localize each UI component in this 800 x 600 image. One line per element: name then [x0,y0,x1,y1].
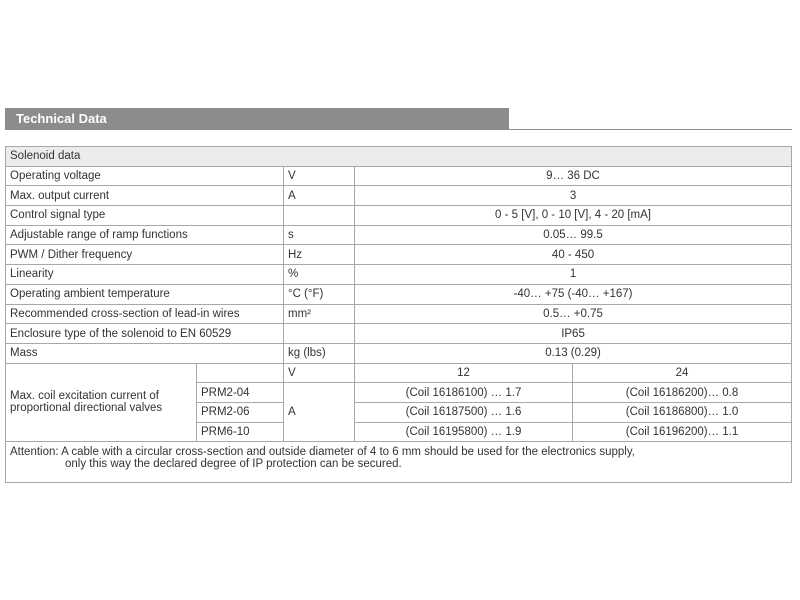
value-cell: IP65 [355,324,792,344]
unit-cell [284,324,355,344]
table-row [6,343,792,363]
coil-24v-value: (Coil 16186200)… 0.8 [573,383,792,403]
param-label: Adjustable range of ramp functions [6,225,284,245]
value-cell: -40… +75 (-40… +167) [355,284,792,304]
note-line-1: Attention: A cable with a circular cross-section and outside diameter of 4 to 6 mm should be used for the electronics supply, [10,446,635,459]
valve-model: PRM2-06 [197,402,284,422]
header-divider [509,129,792,130]
table-row [6,245,792,265]
table-row [6,265,792,285]
param-label: Operating ambient temperature [6,284,284,304]
current-unit: A [284,383,355,442]
coil-param-label: Max. coil excitation current of proportional directional valves [6,363,197,442]
value-cell: 9… 36 DC [355,166,792,186]
value-cell: 0 - 5 [V], 0 - 10 [V], 4 - 20 [mA] [355,206,792,226]
param-label: Recommended cross-section of lead-in wires [6,304,284,324]
coil-24v-value: (Coil 16186800)… 1.0 [573,402,792,422]
value-cell: 40 - 450 [355,245,792,265]
unit-cell: kg (lbs) [284,343,355,363]
param-label: Mass [6,343,284,363]
unit-cell [284,206,355,226]
value-cell: 0.5… +0.75 [355,304,792,324]
coil-voltage-header-row [6,363,792,383]
valve-model: PRM6-10 [197,422,284,442]
section-header-title: Technical Data [16,111,107,126]
unit-cell: s [284,225,355,245]
valve-model: PRM2-04 [197,383,284,403]
param-label: Enclosure type of the solenoid to EN 60529 [6,324,284,344]
table-row [6,284,792,304]
section-title: Solenoid data [6,147,792,167]
unit-cell: °C (°F) [284,284,355,304]
unit-cell: Hz [284,245,355,265]
unit-cell: V [284,166,355,186]
coil-12v-value: (Coil 16186100) … 1.7 [355,383,573,403]
coil-24v-value: (Coil 16196200)… 1.1 [573,422,792,442]
param-label: Max. output current [6,186,284,206]
coil-12v-value: (Coil 16187500) … 1.6 [355,402,573,422]
table-row [6,225,792,245]
table-row [6,304,792,324]
value-cell: 3 [355,186,792,206]
value-cell: 0.13 (0.29) [355,343,792,363]
param-label: PWM / Dither frequency [6,245,284,265]
param-label: Control signal type [6,206,284,226]
table-row [6,324,792,344]
voltage-12-header: 12 [355,363,573,383]
param-label: Operating voltage [6,166,284,186]
table-section-row [6,147,792,167]
voltage-24-header: 24 [573,363,792,383]
coil-12v-value: (Coil 16195800) … 1.9 [355,422,573,442]
table-row [6,206,792,226]
note-line-2: only this way the declared degree of IP protection can be secured. [65,458,402,471]
value-cell: 1 [355,265,792,285]
note-row [6,442,792,483]
technical-data-table [5,146,792,483]
unit-cell: % [284,265,355,285]
table-row [6,166,792,186]
unit-cell: A [284,186,355,206]
value-cell: 0.05… 99.5 [355,225,792,245]
unit-cell: mm² [284,304,355,324]
table-row [6,186,792,206]
empty-cell [197,363,284,383]
section-header [5,108,509,130]
param-label: Linearity [6,265,284,285]
voltage-unit: V [284,363,355,383]
attention-note [6,442,792,483]
